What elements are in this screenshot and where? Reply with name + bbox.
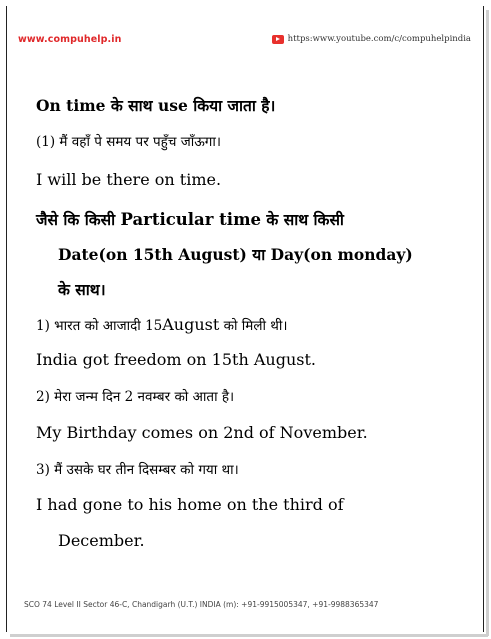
example-1-hindi: (1) मैं वहाँ पे समय पर पहुँच जाँऊगा। xyxy=(36,134,222,150)
page-shadow-bottom xyxy=(10,634,488,637)
example-4-english-line-1: I had gone to his home on the third of xyxy=(36,495,344,514)
example-4-english-line-2: December. xyxy=(58,531,145,550)
page-header xyxy=(18,31,471,47)
example-1-english: I will be there on time. xyxy=(36,170,222,189)
example-3-english: My Birthday comes on 2nd of November. xyxy=(36,423,368,442)
youtube-url: https:www.youtube.com/c/compuhelpindia xyxy=(287,34,471,44)
rule-heading: On time के साथ use किया जाता है। xyxy=(36,96,276,115)
rule-detail-line-2: Date(on 15th August) या Day(on monday) xyxy=(58,245,413,264)
page-footer: SCO 74 Level II Sector 46-C, Chandigarh (U.T.) INDIA (m): +91-9915005347, +91-9988365347 xyxy=(24,600,379,609)
example-2-english: India got freedom on 15th August. xyxy=(36,350,316,369)
example-3-hindi: 2) मेरा जन्म दिन 2 नवम्बर को आता है। xyxy=(36,389,235,405)
youtube-play-icon xyxy=(272,35,284,44)
brand-logo: www.compuhelp.in xyxy=(18,33,122,45)
youtube-link xyxy=(272,34,471,44)
rule-detail-line-3: के साथ। xyxy=(58,280,106,299)
page-shadow-right xyxy=(486,10,489,636)
example-4-hindi: 3) मैं उसके घर तीन दिसम्बर को गया था। xyxy=(36,462,239,478)
example-2-hindi: 1) भारत को आजादी 15August को मिली थी। xyxy=(36,315,288,334)
rule-detail-line-1: जैसे कि किसी Particular time के साथ किसी xyxy=(36,210,344,229)
